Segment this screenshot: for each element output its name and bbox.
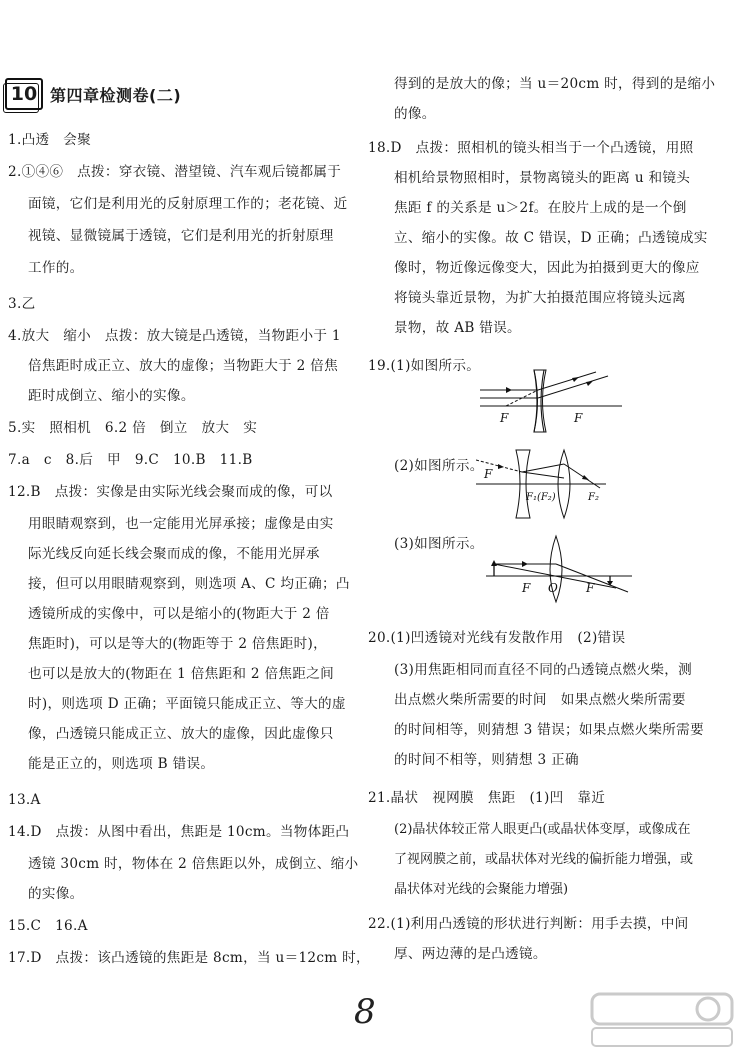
answer-line: 19.(1)如图所示。 [368, 358, 481, 374]
answer-line: 接，但可以用眼睛观察到，则选项 A、C 均正确；凸 [28, 576, 350, 592]
answer-line: 用眼睛观察到，也一定能用光屏承接；虚像是由实 [28, 516, 334, 532]
focus-label: F [500, 411, 509, 425]
answer-line: 际光线反向延长线会聚而成的像，不能用光屏承 [28, 546, 320, 562]
answer-line: (3)用焦距相同而直径不同的凸透镜点燃火柴，测 [394, 662, 693, 678]
focus-label: F [484, 467, 493, 481]
answer-line: 像，凸透镜只能成正立、放大的虚像，因此虚像只 [28, 726, 334, 742]
focus-label: F₂ [588, 492, 599, 503]
answer-line: 7.a c 8.后 甲 9.C 10.B 11.B [8, 452, 253, 468]
answer-line: 也可以是放大的(物距在 1 倍焦距和 2 倍焦距之间 [28, 666, 334, 682]
answer-line: 21.晶状 视网膜 焦距 (1)凹 靠近 [368, 790, 606, 806]
figure-concave-lens [476, 368, 626, 434]
answer-line: 焦距 f 的关系是 u＞2f。在胶片上成的是一个倒 [394, 200, 687, 216]
answer-line: 像时，物近像远像变大，因此为拍摄到更大的像应 [394, 260, 700, 276]
answer-line: 5.实 照相机 6.2 倍 倒立 放大 实 [8, 420, 258, 436]
answer-line: 1.凸透 会聚 [8, 132, 92, 148]
answer-line: 17.D 点拨：该凸透镜的焦距是 8cm，当 u＝12cm 时， [8, 950, 370, 966]
answer-line: 立、缩小的实像。故 C 错误，D 正确；凸透镜成实 [394, 230, 708, 246]
answer-line: (3)如图所示。 [394, 536, 484, 552]
answer-line: 15.C 16.A [8, 918, 88, 934]
answer-line: 20.(1)凹透镜对光线有发散作用 (2)错误 [368, 630, 626, 646]
focus-label: F [586, 581, 595, 595]
answer-line: (2)如图所示。 [394, 458, 484, 474]
answer-line: 相机给景物照相时，景物离镜头的距离 u 和镜头 [394, 170, 691, 186]
answer-line: 能是正立的，则选项 B 错误。 [28, 756, 215, 772]
answer-line: 厚、两边薄的是凸透镜。 [394, 946, 547, 962]
chapter-title: 第四章检测卷(二) [50, 85, 182, 105]
answer-line: 工作的。 [28, 260, 84, 276]
chapter-header [5, 78, 181, 110]
lens-combination-diagram [476, 448, 616, 520]
watermark-logo [588, 990, 738, 1050]
convex-lens-diagram [486, 534, 636, 604]
answer-line: 视镜、显微镜属于透镜，它们是利用光的折射原理 [28, 228, 334, 244]
answer-line: 面镜，它们是利用光的反射原理工作的；老花镜、近 [28, 196, 348, 212]
answer-line: 的时间相等，则猜想 3 错误；如果点燃火柴所需要 [394, 722, 704, 738]
answer-line: 焦距时)，可以是等大的(物距等于 2 倍焦距时)， [28, 636, 327, 652]
answer-line: 将镜头靠近景物，为扩大拍摄范围应将镜头远离 [394, 290, 686, 306]
answer-line: 13.A [8, 792, 41, 808]
answer-line: 晶状体对光线的会聚能力增强) [394, 882, 569, 897]
answer-line: 4.放大 缩小 点拨：放大镜是凸透镜，当物距小于 1 [8, 328, 341, 344]
answer-line: 2.①④⑥ 点拨：穿衣镜、潜望镜、汽车观后镜都属于 [8, 164, 342, 180]
focus-label: F [522, 581, 531, 595]
answer-line: (2)晶状体较正常人眼更凸(或晶状体变厚，或像成在 [394, 822, 691, 837]
answer-line: 景物，故 AB 错误。 [394, 320, 521, 336]
handwritten-page-mark: 8 [354, 992, 376, 1032]
answer-line: 倍焦距时成正立、放大的虚像；当物距大于 2 倍焦 [28, 358, 338, 374]
answer-line: 出点燃火柴所需要的时间 如果点燃火柴所需要 [394, 692, 686, 708]
answer-line: 了视网膜之前，或晶状体对光线的偏折能力增强，或 [394, 852, 694, 867]
concave-lens-diagram [476, 368, 626, 434]
figure-convex-lens-imaging [486, 534, 636, 604]
answer-line: 的像。 [394, 106, 436, 122]
answer-line: 14.D 点拨：从图中看出，焦距是 10cm。当物体距凸 [8, 824, 350, 840]
optical-center-label: O [548, 581, 558, 595]
answer-line: 的实像。 [28, 886, 84, 902]
answer-line: 透镜所成的实像中，可以是缩小的(物距大于 2 倍 [28, 606, 330, 622]
answer-line: 的时间不相等，则猜想 3 正确 [394, 752, 579, 768]
answer-line: 得到的是放大的像；当 u＝20cm 时，得到的是缩小 [394, 76, 716, 92]
answer-line: 时)，则选项 D 正确；平面镜只能成正立、等大的虚 [28, 696, 346, 712]
focus-label: F₁(F₂) [526, 492, 556, 503]
chapter-number-badge: 10 [5, 78, 43, 110]
answer-line: 18.D 点拨：照相机的镜头相当于一个凸透镜，用照 [368, 140, 694, 156]
figure-lens-combination [476, 448, 616, 520]
answer-line: 12.B 点拨：实像是由实际光线会聚而成的像，可以 [8, 484, 333, 500]
focus-label: F [574, 411, 583, 425]
answer-line: 距时成倒立、缩小的实像。 [28, 388, 195, 404]
answer-line: 3.乙 [8, 296, 36, 312]
answer-line: 22.(1)利用凸透镜的形状进行判断：用手去摸，中间 [368, 916, 689, 932]
answer-line: 透镜 30cm 时，物体在 2 倍焦距以外，成倒立、缩小 [28, 856, 359, 872]
